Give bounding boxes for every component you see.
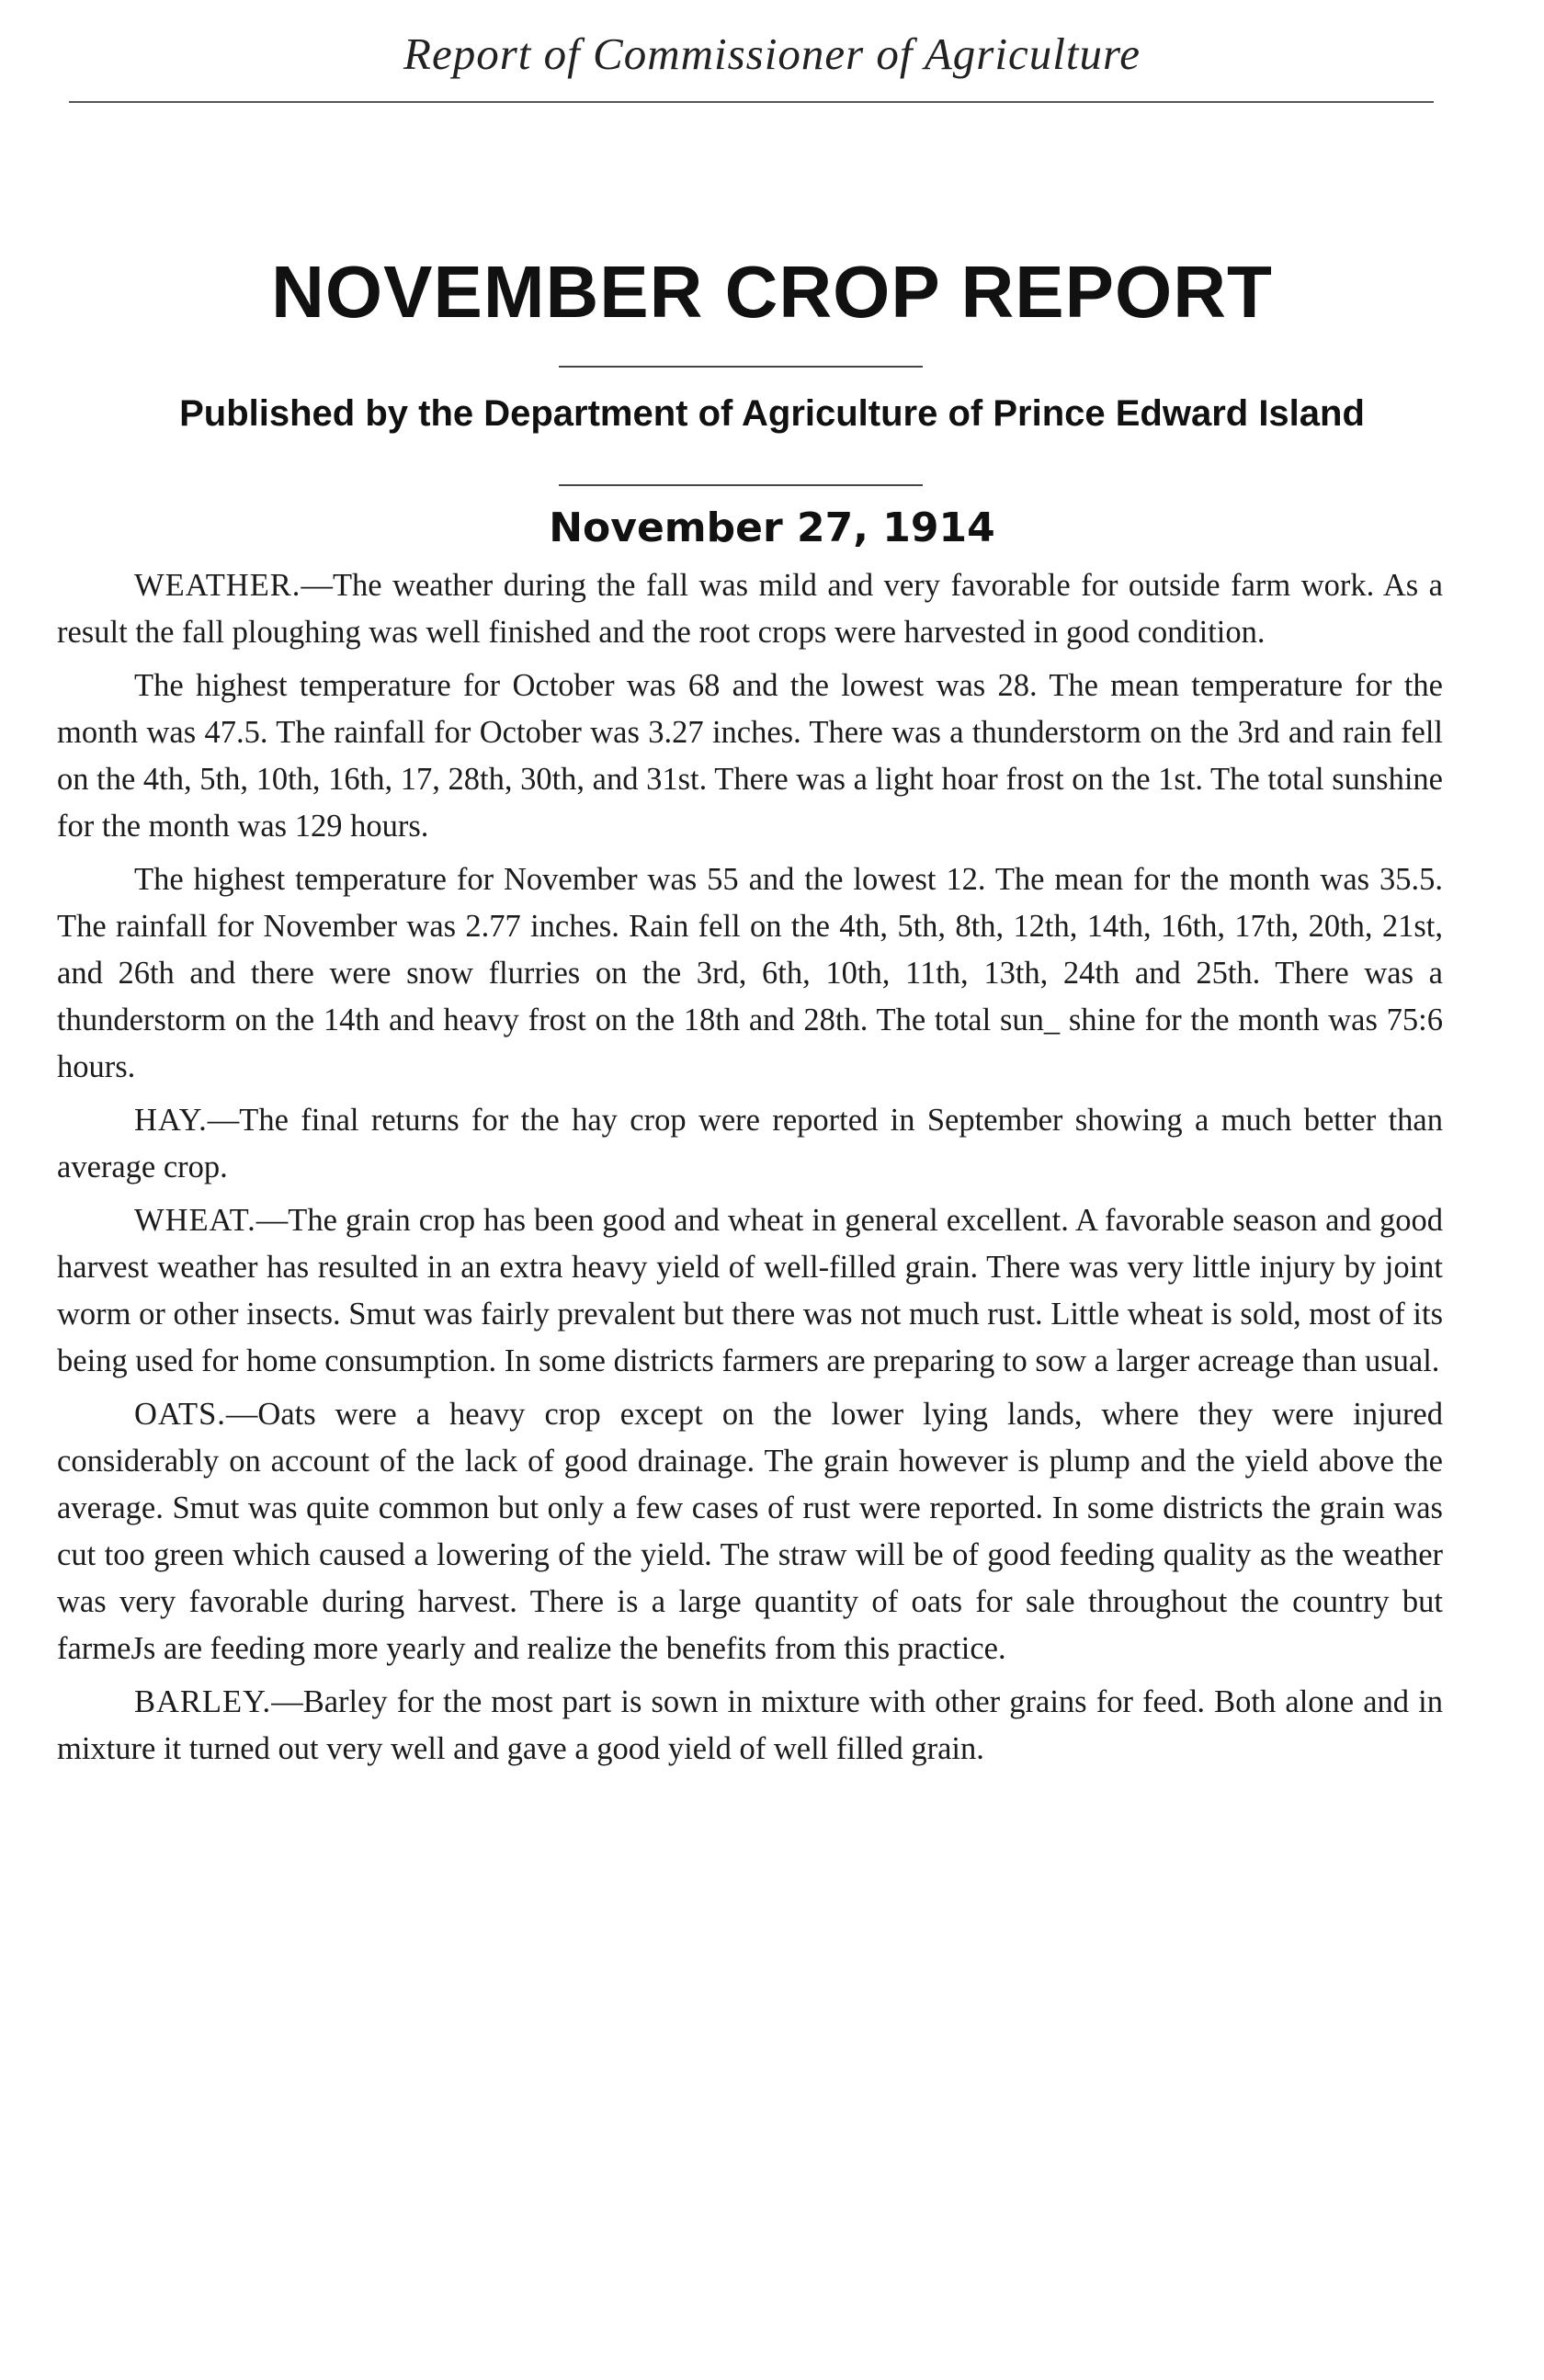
weather-text: —The weather during the fall was mild and very favorable for outside farm work. As a result the fall ploughing was well finished and the root crops were harvested in good condition. [57, 568, 1443, 650]
running-head: Report of Commissioner of Agriculture [403, 28, 1141, 79]
barley-text: —Barley for the most part is sown in mixture with other grains for feed. Both alone and in mixture it turned out very well and gave a good yield of well filled grain. [57, 1684, 1443, 1766]
november-weather-text: The highest temperature for November was 55 and the lowest 12. The mean for the month was 35.5. The rainfall for November was 2.77 inches. Rain fell on the 4th, 5th, 8th, 12th, 14th, 16th, 17th, 20th, 21st, and 26th and there were snow flurries on the 3rd, 6th, 10th, 11th, 13th, 24th and 25th. There was a thunderstorm on the 14th and heavy frost on the 18th and 28th. The total sun_ shine for the month was 75:6 hours. [57, 862, 1443, 1084]
report-body [57, 562, 1443, 1779]
weather-paragraph [57, 562, 1443, 656]
barley-heading: BARLEY. [134, 1684, 272, 1719]
oats-text: —Oats were a heavy crop except on the lower lying lands, where they were injured considerably on account of the lack of good drainage. The grain however is plump and the yield above the average. Smut was quite common but only a few cases of rust were reported. In some districts the grain was cut too green which caused a lowering of the yield. The straw will be of good feeding quality as the weather was very favorable during harvest. There is a large quantity of oats for sale throughout the country but farmeJs are feeding more yearly and realize the benefits from this practice. [57, 1397, 1443, 1666]
publisher-line: Published by the Department of Agriculture of Prince Edward Island [179, 393, 1365, 434]
header-rule [69, 101, 1434, 103]
october-weather-text: The highest temperature for October was 68 and the lowest was 28. The mean temperature for the month was 47.5. The rainfall for October was 3.27 inches. There was a thunderstorm on the 3rd and rain fell on the 4th, 5th, 10th, 16th, 17, 28th, 30th, and 31st. There was a light hoar frost on the 1st. The total sunshine for the month was 129 hours. [57, 668, 1443, 844]
wheat-text: —The grain crop has been good and wheat in general excellent. A favorable season and good harvest weather has resulted in an extra heavy yield of well-filled grain. There was very little injury by joint worm or other insects. Smut was fairly prevalent but there was not much rust. Little wheat is sold, most of its being used for home consumption. In some districts farmers are preparing to sow a larger acreage than usual. [57, 1203, 1443, 1378]
wheat-paragraph [57, 1197, 1443, 1385]
weather-heading: WEATHER. [134, 568, 301, 603]
october-weather-paragraph [57, 663, 1443, 850]
oats-heading: OATS. [134, 1397, 226, 1432]
subtitle-rule [559, 484, 923, 486]
page-title: NOVEMBER CROP REPORT [271, 251, 1273, 333]
hay-heading: HAY. [134, 1103, 208, 1138]
hay-paragraph [57, 1097, 1443, 1191]
wheat-heading: WHEAT. [134, 1203, 256, 1238]
title-rule [559, 366, 923, 368]
november-weather-paragraph [57, 856, 1443, 1091]
report-date: November 27, 1914 [549, 504, 995, 551]
hay-text: —The final returns for the hay crop were reported in September showing a much better than average crop. [57, 1103, 1443, 1184]
oats-paragraph [57, 1391, 1443, 1672]
barley-paragraph [57, 1679, 1443, 1773]
